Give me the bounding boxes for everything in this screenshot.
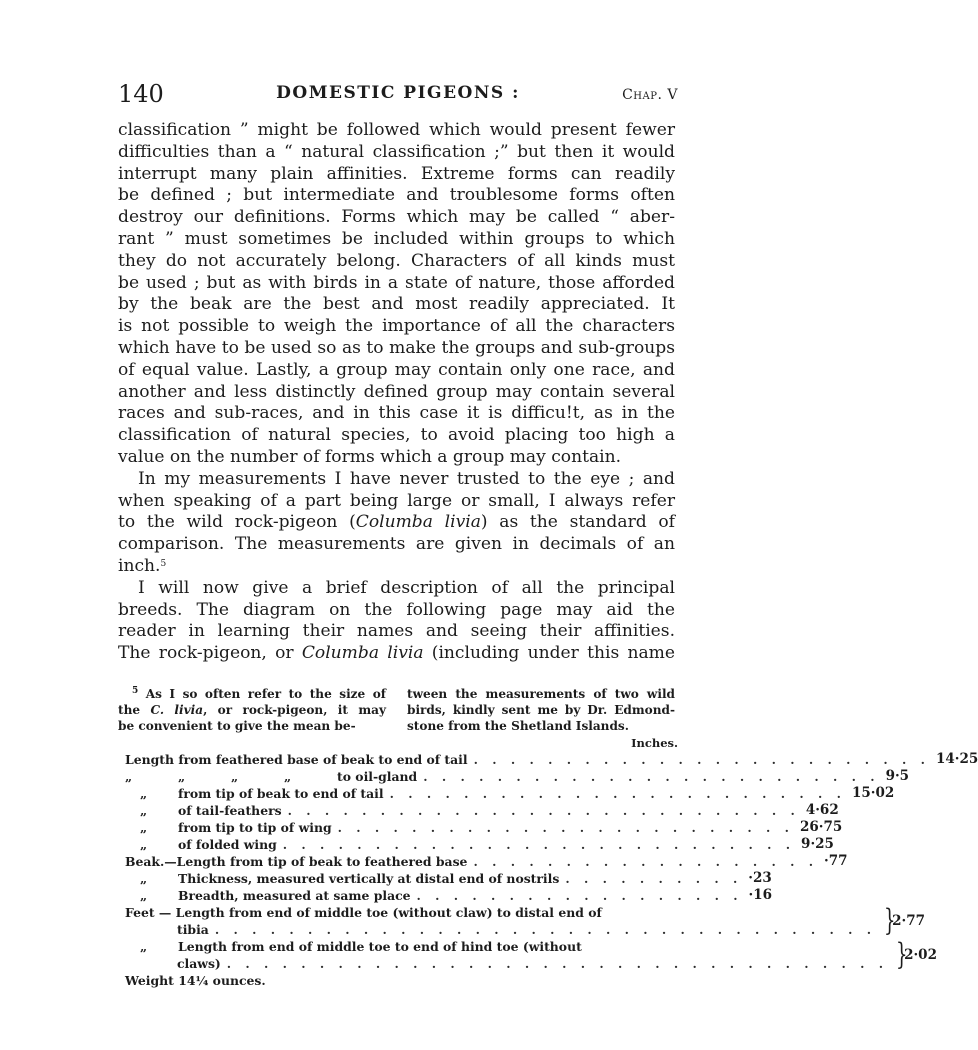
text-run: from tip to tip of wing xyxy=(178,820,332,835)
text-line: be defined ; but intermediate and troublesome forms often xyxy=(118,185,675,206)
table-row xyxy=(125,887,773,904)
row-label: Beak.—Length from tip of beak to feathered base xyxy=(125,854,468,869)
label-line xyxy=(125,921,882,938)
ditto-mark: „ xyxy=(125,769,133,784)
text-run: to the wild rock-pigeon ( xyxy=(118,512,356,533)
ditto-mark: „ xyxy=(140,837,148,852)
text-line: interrupt many plain affinities. Extreme forms can readily xyxy=(118,163,675,184)
footnote-line: be convenient to give the mean be- xyxy=(118,719,356,733)
measurement-table xyxy=(125,735,978,990)
table-row xyxy=(125,836,834,853)
table-row-braced xyxy=(125,937,937,972)
text-run: of tail-feathers xyxy=(178,803,282,818)
ditto-mark: „ xyxy=(231,769,239,784)
text-run: (including under this name xyxy=(423,643,675,664)
text-line xyxy=(118,643,675,665)
leader-dots: . . . . . . . . . . . . . . . . . . . . . . . . . . . . xyxy=(282,837,796,852)
text-line: breeds. The diagram on the following page may aid the xyxy=(118,599,675,620)
text-line: another and less distinctly defined group may contain several xyxy=(118,381,675,402)
leader-dots: . . . . . . . . . . . . . . . . . . . xyxy=(473,854,819,869)
ditto-mark: „ xyxy=(284,769,292,784)
text-line: of equal value. Lastly, a group may contain only one race, and xyxy=(118,359,675,380)
ditto-mark: „ xyxy=(140,871,148,886)
brace: } xyxy=(896,937,908,972)
text-line: comparison. The measurements are given in decimals of an xyxy=(118,534,675,555)
table-row xyxy=(125,853,848,870)
species-name: C. livia xyxy=(150,703,204,717)
braced-label xyxy=(125,938,894,972)
row-value: 2·77 xyxy=(892,912,926,929)
row-value: 26·75 xyxy=(800,819,843,835)
leader-dots: . . . . . . . . . . . . . . . . . . . . . . . . . . . . . . . . . . . . xyxy=(214,922,877,937)
chapter-label: Chap. V xyxy=(622,87,678,103)
row-value: ·16 xyxy=(748,887,773,903)
text-line: is not possible to weigh the importance of all the characters xyxy=(118,316,675,337)
text-run: ) as the standard of xyxy=(480,512,675,533)
text-run: the xyxy=(118,703,151,717)
leader-dots: . . . . . . . . . . . . . . . . . . . . . . . . . . . . . . . . . . . . xyxy=(226,956,889,971)
table-row xyxy=(125,802,839,819)
row-label xyxy=(140,836,277,853)
row-value: ·77 xyxy=(824,853,848,869)
row-label: tibia xyxy=(177,922,209,937)
text-line: In my measurements I have never trusted to the eye ; and xyxy=(138,468,675,489)
row-label: Feet — Length from end of middle toe (without claw) to distal end of xyxy=(125,905,602,920)
table-row xyxy=(125,751,978,768)
footnote-line: tween the measurements of two wild xyxy=(407,687,675,701)
text-line xyxy=(118,512,675,534)
text-line: rant ” must sometimes be included within groups to which xyxy=(118,228,675,249)
row-label: Length from feathered base of beak to end of tail xyxy=(125,752,468,767)
text-line: classification of natural species, to avoid placing too high a xyxy=(118,425,675,446)
footnote-marker: 5 xyxy=(132,686,139,696)
row-label xyxy=(140,887,411,904)
row-label: claws) xyxy=(177,956,221,971)
paragraph-breeds xyxy=(118,578,675,665)
footnote-line xyxy=(118,686,386,702)
label-line xyxy=(125,955,894,972)
row-label xyxy=(140,870,559,887)
row-value: 2·02 xyxy=(904,946,937,963)
footnote-line: stone from the Shetland Islands. xyxy=(407,719,629,733)
text-line: difficulties than a “ natural classification ;” but then it would xyxy=(118,141,675,162)
table-row xyxy=(125,785,895,802)
row-value: 9·25 xyxy=(801,836,834,852)
text-run: to oil-gland xyxy=(337,769,418,784)
body-text xyxy=(118,120,675,665)
row-label xyxy=(125,768,417,785)
row-value: 4·62 xyxy=(805,802,839,818)
text-run: inch. xyxy=(118,555,161,576)
text-run: of folded wing xyxy=(178,837,277,852)
table-row xyxy=(125,819,843,836)
text-line: reader in learning their names and seeing their affinities. xyxy=(118,621,675,642)
table-row xyxy=(125,768,910,785)
label-line xyxy=(125,904,882,921)
leader-dots: . . . . . . . . . . . . . . . . . . . . . . . . . . . . xyxy=(287,803,800,818)
text-line: they do not accurately belong. Characters of all kinds must xyxy=(118,250,675,271)
footnote-column xyxy=(118,686,386,734)
leader-dots: . . . . . . . . . . . . . . . . . . xyxy=(416,888,743,903)
leader-dots: . . . . . . . . . . . . . . . . . . . . . . . . . xyxy=(337,820,794,835)
running-title: DOMESTIC PIGEONS : xyxy=(276,83,520,103)
text-line: be used ; but as with birds in a state of nature, those afforded xyxy=(118,272,675,293)
row-label xyxy=(140,802,282,819)
text-run: Length from end of middle toe to end of hind toe (without xyxy=(178,939,582,954)
paragraph-classification xyxy=(118,120,675,469)
text-line: which have to be used so as to make the groups and sub-groups xyxy=(118,337,675,358)
ditto-mark: „ xyxy=(178,769,186,784)
text-line: destroy our definitions. Forms which may be called “ aber- xyxy=(118,207,675,228)
leader-dots: . . . . . . . . . . . . . . . . . . . . . . . . . xyxy=(423,769,880,784)
text-line: when speaking of a part being large or small, I always refer xyxy=(118,490,675,511)
text-line xyxy=(118,556,675,578)
ditto-mark: „ xyxy=(140,786,148,801)
ditto-mark: „ xyxy=(140,803,148,818)
row-label xyxy=(140,819,332,836)
text-run: , or rock-pigeon, it may xyxy=(203,703,386,717)
units-header: Inches. xyxy=(631,736,678,750)
leader-dots: . . . . . . . . . . xyxy=(565,871,743,886)
text-run: from tip of beak to end of tail xyxy=(178,786,384,801)
text-run: The rock-pigeon, or xyxy=(118,643,302,664)
running-head xyxy=(118,80,678,110)
paragraph-measurements xyxy=(118,469,675,578)
footnote-column xyxy=(407,686,675,734)
leader-dots: . . . . . . . . . . . . . . . . . . . . . . . . . xyxy=(389,786,846,801)
ditto-mark: „ xyxy=(140,888,148,903)
text-line: by the beak are the best and most readily appreciated. It xyxy=(118,294,675,315)
text-line: classification ” might be followed which would present fewer xyxy=(118,120,675,140)
row-label xyxy=(140,785,384,802)
braced-label xyxy=(125,904,882,938)
row-value: 14·25 xyxy=(935,751,978,767)
text-run: As I so often refer to the size of xyxy=(138,687,386,701)
row-value: 15·02 xyxy=(851,785,895,801)
species-name: Columba livia xyxy=(355,512,481,533)
footnote-line xyxy=(118,702,386,718)
text-line: value on the number of forms which a group may contain. xyxy=(118,446,622,467)
row-value: 9·5 xyxy=(885,768,910,784)
text-line: I will now give a brief description of all the principal xyxy=(138,577,675,598)
footnote-ref: 5 xyxy=(160,558,167,569)
footnote xyxy=(118,686,675,734)
footnote-line: birds, kindly sent me by Dr. Edmond- xyxy=(407,703,675,717)
table-row xyxy=(125,870,772,887)
leader-dots: . . . . . . . . . . . . . . . . . . . . . . . . . xyxy=(473,752,930,767)
species-name: Columba livia xyxy=(301,643,424,664)
text-run: Breadth, measured at same place xyxy=(178,888,411,903)
weight-line: Weight 14¼ ounces. xyxy=(125,973,266,988)
brace: } xyxy=(884,903,896,938)
row-label xyxy=(140,938,582,955)
text-line: races and sub-races, and in this case it is difficu!t, as in the xyxy=(118,403,675,424)
ditto-mark: „ xyxy=(140,820,148,835)
table-row-braced xyxy=(125,903,926,938)
page-number: 140 xyxy=(118,80,164,108)
text-run: Thickness, measured vertically at distal end of nostrils xyxy=(178,871,560,886)
ditto-mark: „ xyxy=(140,939,148,954)
label-line xyxy=(125,938,894,955)
row-value: ·23 xyxy=(748,870,772,886)
